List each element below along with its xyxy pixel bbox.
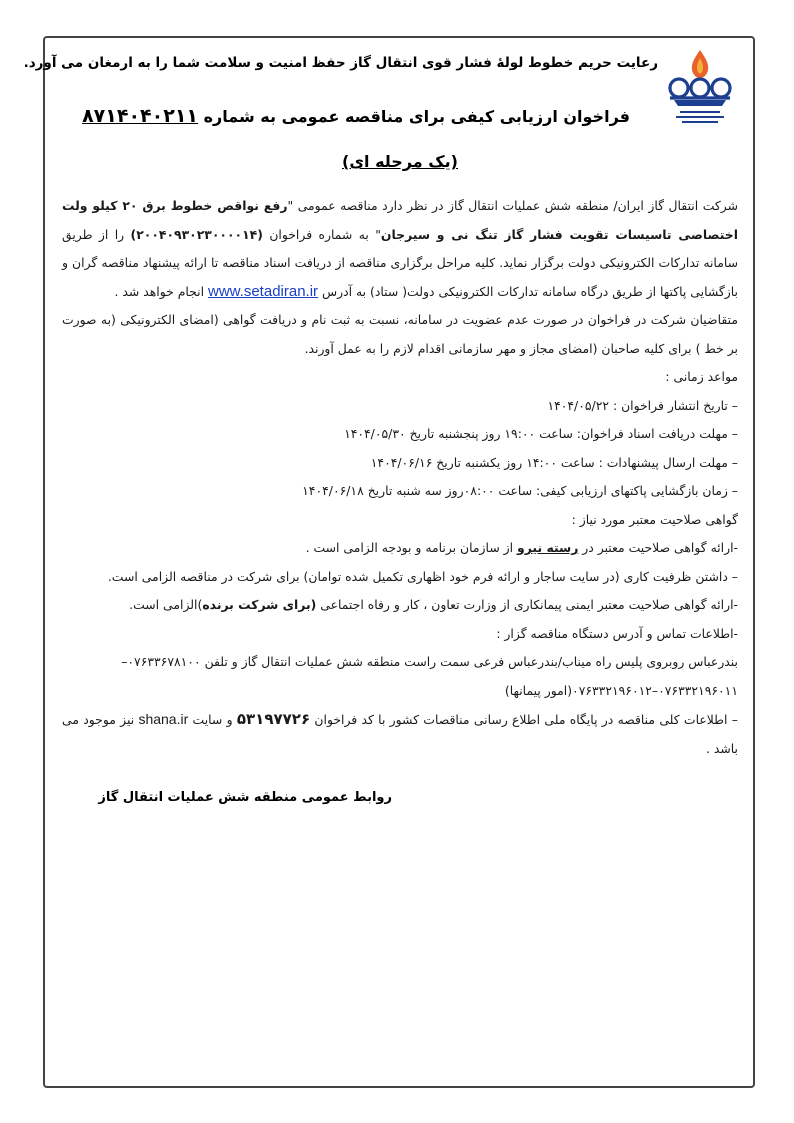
- tender-number: ۸۷۱۴۰۴۰۲۱۱: [82, 105, 199, 127]
- call-number: (۲۰۰۴۰۹۳۰۲۳۰۰۰۰۱۴): [130, 226, 263, 242]
- schedule-item-proposals: – مهلت ارسال پیشنهادات : ساعت ۱۴:۰۰ روز یکشنبه تاریخ ۱۴۰۴/۰۶/۱۶: [370, 454, 738, 470]
- qualification-item-3: [62, 591, 738, 620]
- intro-text-d: را از طریق سامانه تدارکات الکترونیکی دولت برگزار نماید. کلیه مراحل برگزاری مناقصه از دریافت اسناد مناقصه تا ارائه پیشنهاد مناقصه گران و بازگشایی پاکتها از طریق درگاه سامانه تدارکات الکترونیکی دولت( ستاد) به آدرس: [62, 226, 738, 299]
- portal-text-c: نیز موجود: [83, 712, 135, 727]
- qualification-1-text-a: -ارائه گواهی صلاحیت معتبر در: [582, 540, 738, 555]
- portal-info: [62, 705, 738, 763]
- page-title: [82, 103, 630, 130]
- announcement-body: [62, 192, 738, 763]
- portal-call-code: ۵۳۱۹۷۷۲۶: [236, 710, 311, 728]
- qualification-3-text-c: )الزامی است.: [129, 597, 203, 612]
- portal-text-d: می باشد .: [62, 712, 738, 756]
- contact-heading: -اطلاعات تماس و آدرس دستگاه مناقصه گزار :: [496, 625, 738, 641]
- safety-slogan: رعایت حریم خطوط لولهٔ فشار قوی انتقال گاز حفظ امنیت و سلامت شما را به ارمغان می آورد.: [23, 55, 658, 71]
- schedule-item-documents: – مهلت دریافت اسناد فراخوان: ساعت ۱۹:۰۰ روز پنجشنبه تاریخ ۱۴۰۴/۰۵/۳۰: [344, 426, 738, 441]
- intro-text-c: " به شماره فراخوان: [269, 226, 381, 242]
- project-title: رفع نواقص خطوط برق ۲۰ کیلو ولت اختصاصی تاسیسات تقویت فشار گاز تنگ نی و سیرجان: [62, 198, 738, 242]
- qualification-item-2: – داشتن ظرفیت کاری (در سایت ساجار و ارائه فرم خود اظهاری تکمیل شده توامان) برای شرکت در مناقصه الزامی است.: [107, 568, 738, 584]
- contact-address: بندرعباس روبروی پلیس راه میناب/بندرعباس فرعی سمت راست منطقه شش عملیات انتقال گاز و تلفن ۰۷۶۳۳۶۷۸۱۰۰–: [121, 654, 738, 669]
- intro-text-a: شرکت انتقال گاز ایران/ منطقه شش عملیات انتقال گاز در نظر دارد مناقصه عمومی ": [287, 198, 738, 213]
- schedule-item-opening: – زمان بازگشایی پاکتهای ارزیابی کیفی: ساعت ۰۸:۰۰روز سه شنبه تاریخ ۱۴۰۴/۰۶/۱۸: [302, 483, 738, 498]
- title-prefix: فراخوان ارزیابی کیفی برای مناقصه عمومی به شماره: [203, 107, 630, 126]
- setadiran-link[interactable]: www.setadiran.ir: [208, 282, 319, 300]
- qualification-3-condition: (برای شرکت برنده: [202, 597, 317, 612]
- qualification-1-text-c: از سازمان برنامه و بودجه الزامی است .: [305, 540, 514, 555]
- portal-text-b: و سایت: [192, 712, 233, 727]
- intro-paragraph-1: [62, 192, 738, 306]
- intro-text-e: انجام خواهد شد .: [114, 283, 205, 299]
- page-subtitle: (یک مرحله ای): [342, 152, 458, 171]
- portal-text-a: – اطلاعات کلی مناقصه در پایگاه ملی اطلاع رسانی مناقصات کشور با کد فراخوان: [314, 712, 738, 727]
- shana-site[interactable]: shana.ir: [138, 711, 189, 727]
- public-relations-signature: روابط عمومی منطقه شش عملیات انتقال گاز: [98, 790, 392, 805]
- schedule-heading: مواعد زمانی :: [665, 369, 738, 384]
- intro-paragraph-2: متقاضیان شرکت در فراخوان در صورت عدم عضویت در سامانه، نسبت به ثبت نام و دریافت گواهی (امضای الکترونیکی (به صورت بر خط ) برای کلیه صاحبان (امضای مجاز و مهر سازمانی اقدام لازم را به عمل آورند.: [62, 312, 738, 356]
- schedule-item-publish: – تاریخ انتشار فراخوان : ۱۴۰۴/۰۵/۲۲: [547, 397, 738, 413]
- gas-flame-logo-icon: [660, 46, 740, 128]
- qualification-item-1: [62, 534, 738, 563]
- qualification-1-category: رسته نیرو: [517, 540, 579, 555]
- qualifications-heading: گواهی صلاحیت معتبر مورد نیاز :: [571, 511, 738, 527]
- contact-phones: ۰۷۶۳۳۲۱۹۶۰۱۱–۰۷۶۳۳۲۱۹۶۰۱۲(امور پیمانها): [504, 682, 738, 698]
- qualification-3-text-a: -ارائه گواهی صلاحیت معتبر ایمنی پیمانکاری از وزارت تعاون ، کار و رفاه اجتماعی: [320, 597, 738, 612]
